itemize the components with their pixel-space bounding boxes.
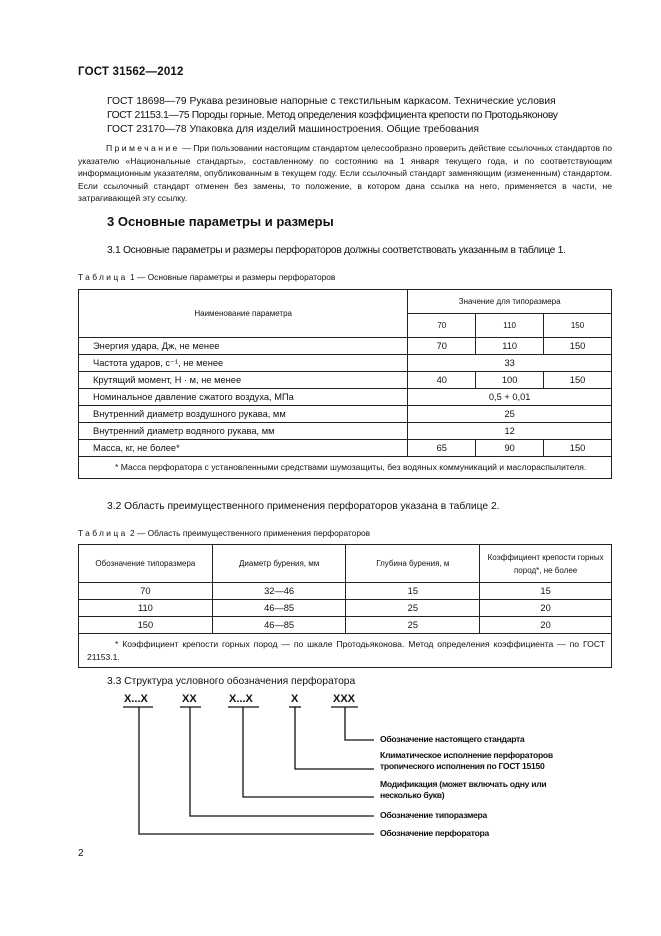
table2-cell: 110: [79, 600, 213, 617]
table2-footnote-text: * Коэффициент крепости горных пород — по шкале Протодьяконова. Метод определения коэффициента — по ГОСТ 21153.1.: [87, 639, 605, 662]
designation-symbol-climate: Х: [291, 693, 299, 705]
table2-header: Обозначение типоразмера: [79, 545, 213, 583]
table1-value: 40: [408, 372, 476, 389]
table1-header-values: Значение для типоразмера: [408, 290, 612, 314]
table1-value: 100: [476, 372, 544, 389]
label-size-designation: Обозначение типоразмера: [380, 810, 487, 820]
table1-footnote-text: * Масса перфоратора с установленными средствами шумозащиты, без водяных коммуникаций и маслораспылителя.: [115, 462, 587, 472]
table2-header: Диаметр бурения, мм: [212, 545, 346, 583]
table1-value: 90: [476, 440, 544, 457]
table2-cell: 25: [346, 600, 480, 617]
table1-param: Масса, кг, не более*: [79, 440, 408, 457]
reference-gost-23170: ГОСТ 23170—78 Упаковка для изделий машиностроения. Общие требования: [107, 124, 479, 135]
designation-symbol-size: ХХ: [182, 693, 197, 705]
table1-value: 12: [408, 423, 612, 440]
label-standard-designation: Обозначение настоящего стандарта: [380, 734, 525, 744]
table1-value: 150: [544, 372, 612, 389]
table1-param: Внутренний диаметр водяного рукава, мм: [79, 423, 408, 440]
section-title: 3 Основные параметры и размеры: [107, 214, 334, 229]
table1-value: 110: [476, 338, 544, 355]
table1-param: Частота ударов, с⁻¹, не менее: [79, 355, 408, 372]
page-number: 2: [78, 848, 84, 859]
leader-climate: [295, 707, 374, 769]
table2-cell: 46—85: [212, 617, 346, 634]
table2-cell: 15: [346, 583, 480, 600]
paragraph-3-1: 3.1 Основные параметры и размеры перфораторов должны соответствовать указанным в таблице 1.: [107, 245, 566, 256]
table2-caption-text: 2 — Область преимущественного применения перфораторов: [127, 528, 371, 538]
table1-value: 150: [544, 338, 612, 355]
table2-header: Глубина бурения, м: [346, 545, 480, 583]
table2-cell: 20: [480, 617, 612, 634]
leader-size: [190, 707, 374, 816]
table1-caption-label: Таблица: [78, 272, 128, 282]
document-header: ГОСТ 31562—2012: [78, 66, 184, 78]
table1-param: Энергия удара, Дж, не менее: [79, 338, 408, 355]
table2-cell: 20: [480, 600, 612, 617]
table1-param: Внутренний диаметр воздушного рукава, мм: [79, 406, 408, 423]
table2-caption-label: Таблица: [78, 528, 128, 538]
note-label: Примечание: [106, 143, 180, 153]
designation-symbol-modification: Х...Х: [229, 693, 253, 705]
table1-caption-text: 1 — Основные параметры и размеры перфораторов: [127, 272, 336, 282]
table1-value: 70: [408, 338, 476, 355]
table2-cell: 15: [480, 583, 612, 600]
table2-cell: 70: [79, 583, 213, 600]
designation-symbol-standard: ХХХ: [333, 693, 356, 705]
paragraph-3-3: 3.3 Структура условного обозначения перфоратора: [107, 676, 356, 687]
table1-header-param: Наименование параметра: [79, 290, 408, 338]
table1-param: Номинальное давление сжатого воздуха, МПа: [79, 389, 408, 406]
designation-symbol-type: Х...Х: [124, 693, 148, 705]
table2-cell: 32—46: [212, 583, 346, 600]
reference-gost-18698: ГОСТ 18698—79 Рукава резиновые напорные с текстильным каркасом. Технические условия: [107, 96, 556, 107]
leader-standard: [345, 707, 374, 740]
paragraph-3-2: 3.2 Область преимущественного применения перфораторов указана в таблице 2.: [107, 501, 500, 512]
table1-value: 150: [544, 440, 612, 457]
table1-param: Крутящий момент, Н · м, не менее: [79, 372, 408, 389]
leader-type: [139, 707, 374, 834]
table1-value: 65: [408, 440, 476, 457]
table1-size-70: 70: [408, 314, 476, 338]
table2-header: Коэффициент крепости горных пород*, не более: [480, 545, 612, 583]
reference-gost-21153: ГОСТ 21153.1—75 Породы горные. Метод определения коэффициента крепости по Протодьяконову: [107, 110, 558, 121]
table1-size-150: 150: [544, 314, 612, 338]
table1-value: 0,5 + 0,01: [408, 389, 612, 406]
table2-cell: 25: [346, 617, 480, 634]
note-text: — При пользовании настоящим стандартом целесообразно проверить действие ссылочных стандартов по указателю «Национальные стандарты», составленному по состоянию на 1 января текущего года, и по соответствующим информационным указателям, опубликованным в текущем году. Если ссылочный стандарт заменяющим (измененным) стандартом. Если ссылочный стандарт отменен без замены, то положение, в котором дана ссылка на него, применяется в части, не затрагивающей эту ссылку.: [78, 143, 612, 203]
table2-cell: 150: [79, 617, 213, 634]
table2-cell: 46—85: [212, 600, 346, 617]
label-modification: Модификация (может включать одну или несколько букв): [380, 779, 547, 800]
label-climate-execution: Климатическое исполнение перфораторов тропического исполнения по ГОСТ 15150: [380, 750, 553, 771]
table1-size-110: 110: [476, 314, 544, 338]
label-perforator-designation: Обозначение перфоратора: [380, 828, 489, 838]
table1-value: 25: [408, 406, 612, 423]
table1-value: 33: [408, 355, 612, 372]
leader-modification: [243, 707, 374, 797]
